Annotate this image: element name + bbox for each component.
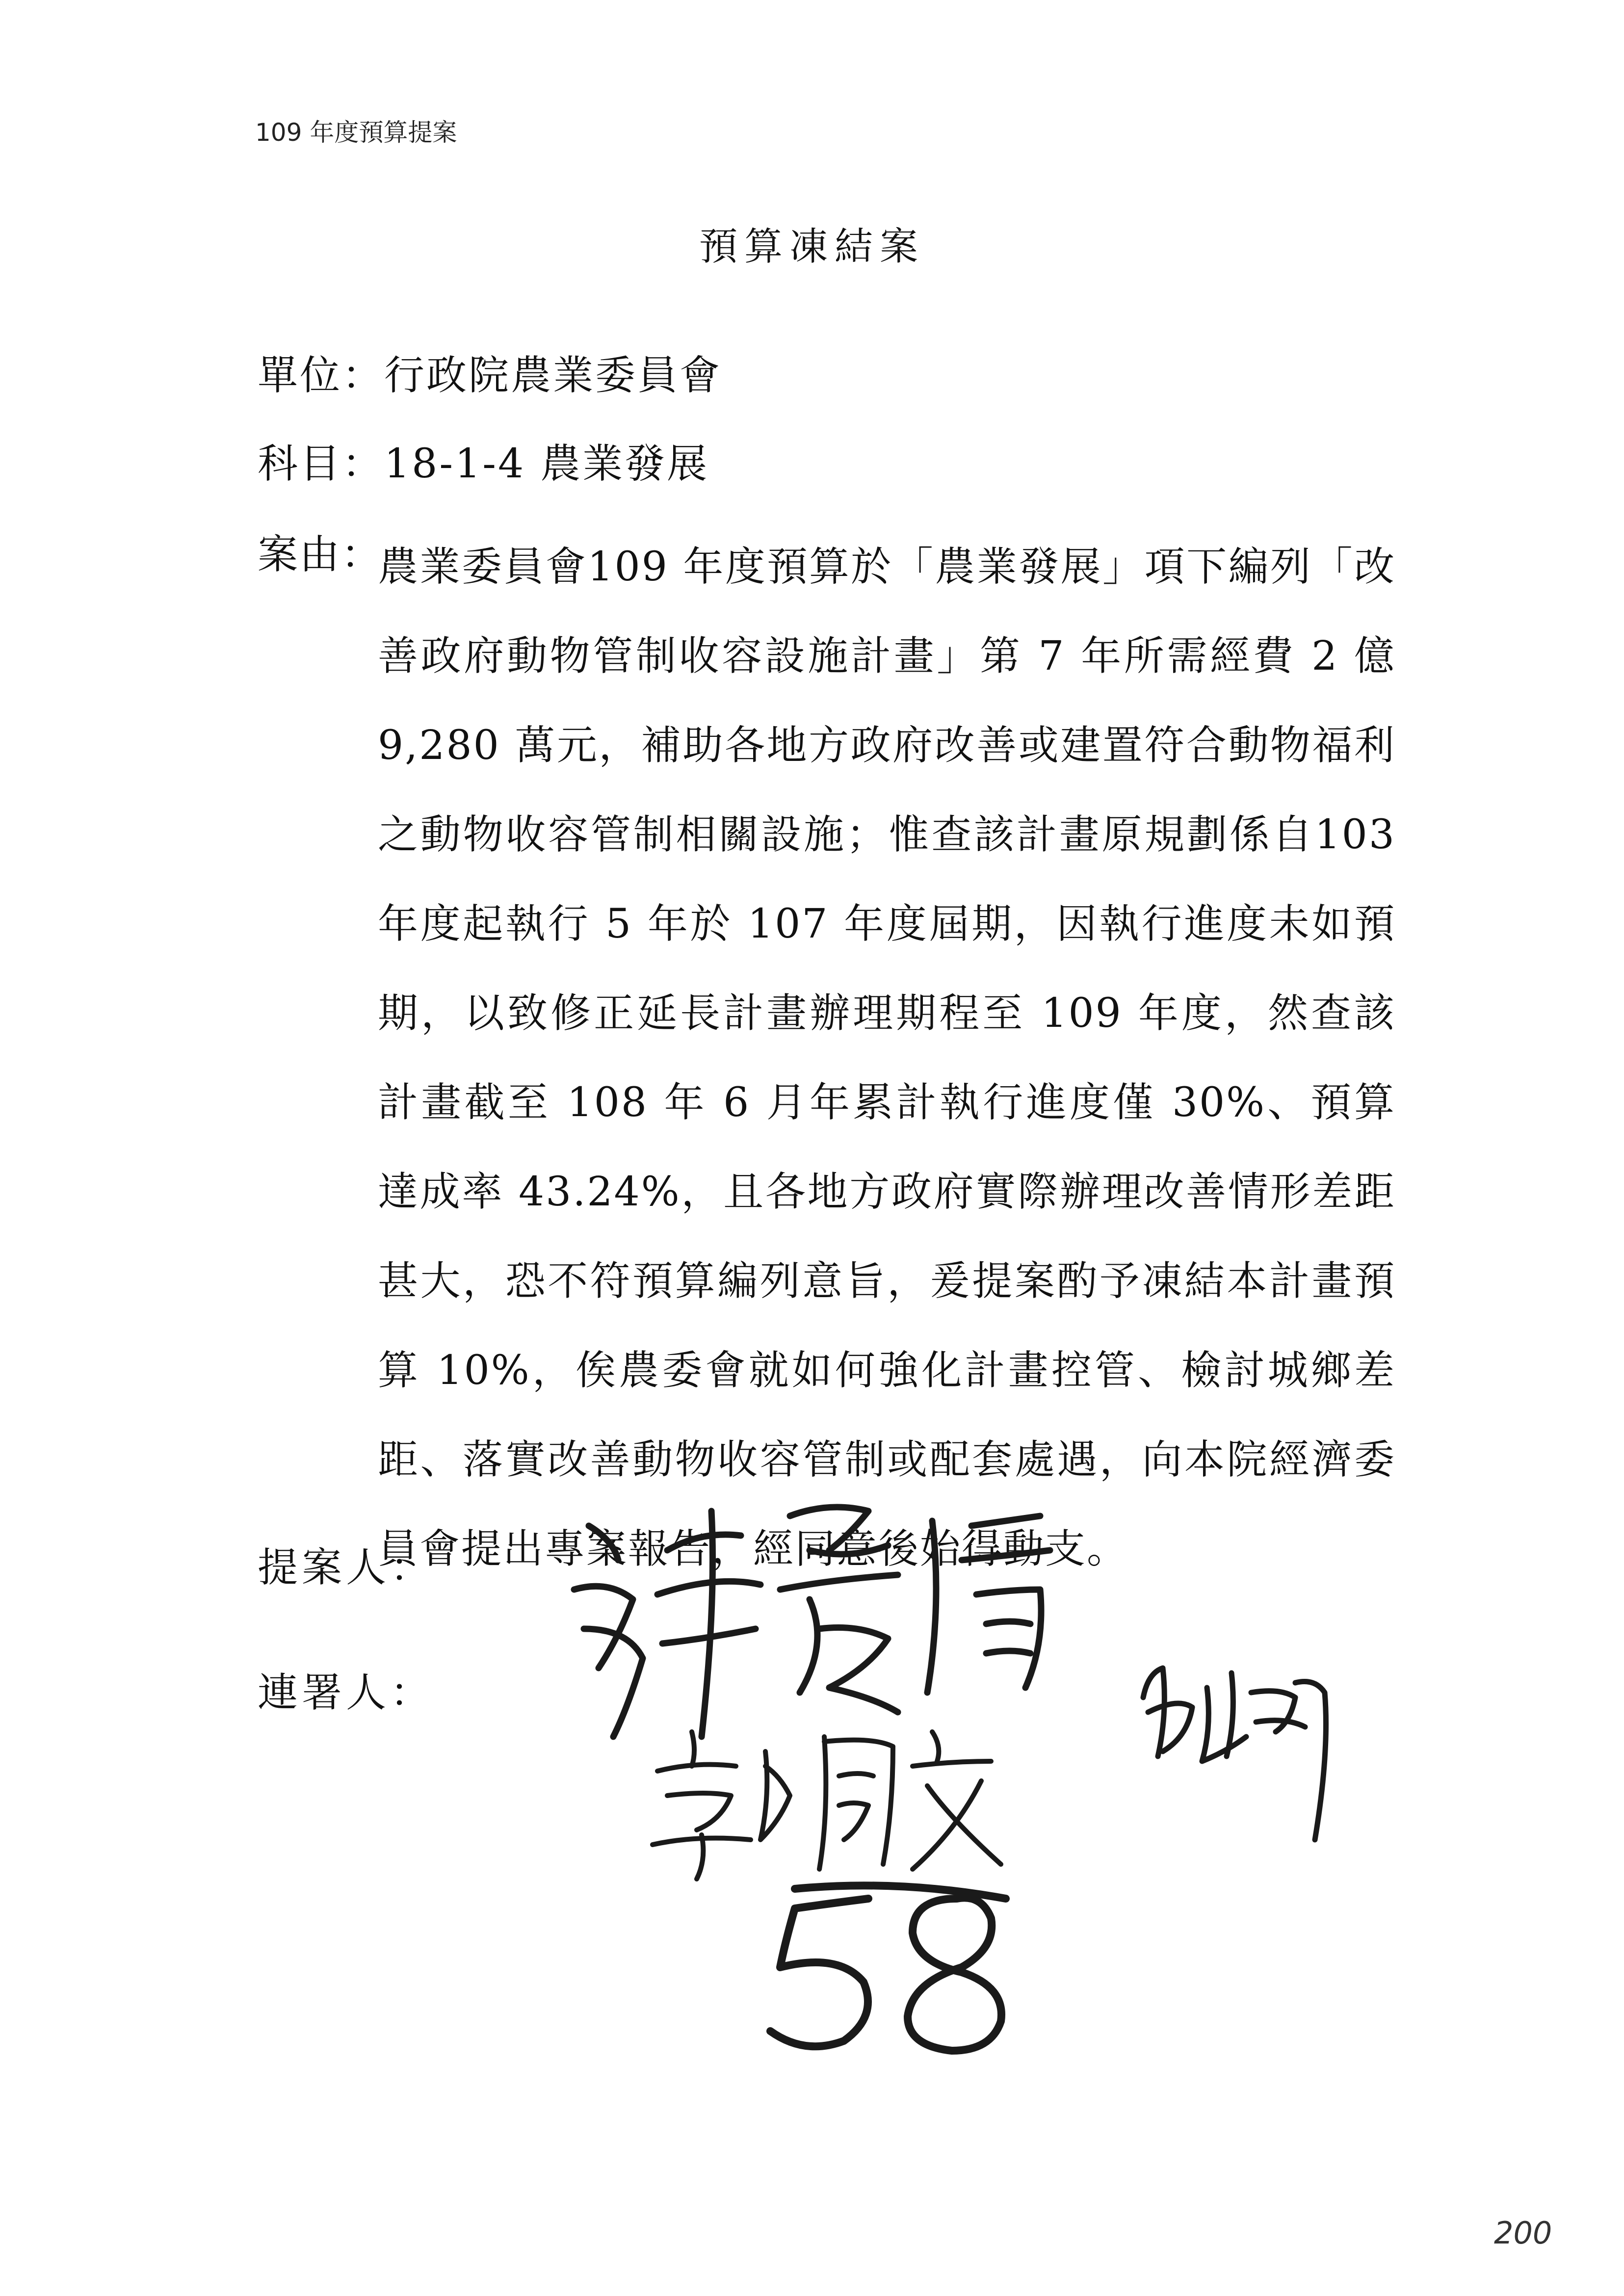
- proposer-label: 提案人：: [258, 1544, 435, 1591]
- page-number: 200: [1494, 2215, 1552, 2251]
- unit-row: [258, 343, 722, 401]
- unit-value: 行政院農業委員會: [384, 352, 722, 399]
- reason-text: 農業委員會109 年度預算於「農業發展」項下編列「改善政府動物管制收容設施計畫」第 7 年所需經費 2 億9,280 萬元，補助各地方政府改善或建置符合動物福利之動物收容管制相關設施；惟查該計畫原規劃係自103 年度起執行 5 年於 107 年度屆期，因執行進度未如預期，以致修正延長計畫辦理期程至 109 年度，然查該計畫截至 108 年 6 月年累計執行進度僅 30%、預算達成率 43.24%，且各地方政府實際辦理改善情形差距甚大，恐不符預算編列意旨，爰提案酌予凍結本計畫預算 10%，俟農委會就如何強化計畫控管、檢討城鄉差距、落實改善動物收容管制或配套處遇，向本院經濟委員會提出專案報告，經同意後始得動支。: [378, 544, 1396, 1572]
- header-note: 109 年度預算提案: [255, 118, 457, 147]
- unit-label: 單位：: [258, 352, 385, 399]
- subject-row: [258, 432, 709, 489]
- cosigner-signature-1: [638, 1722, 1011, 1884]
- document-title: 預算凍結案: [699, 225, 925, 269]
- cosigner-label: 連署人：: [258, 1670, 435, 1716]
- subject-label: 科目：: [258, 441, 385, 487]
- subject-value: 18-1-4 農業發展: [384, 441, 709, 487]
- reason-label: 案由：: [258, 531, 383, 578]
- proposer-signature: [554, 1482, 1094, 1756]
- handwritten-number-58: [751, 1869, 1025, 2065]
- cosigner-signature-2: [1128, 1653, 1354, 1845]
